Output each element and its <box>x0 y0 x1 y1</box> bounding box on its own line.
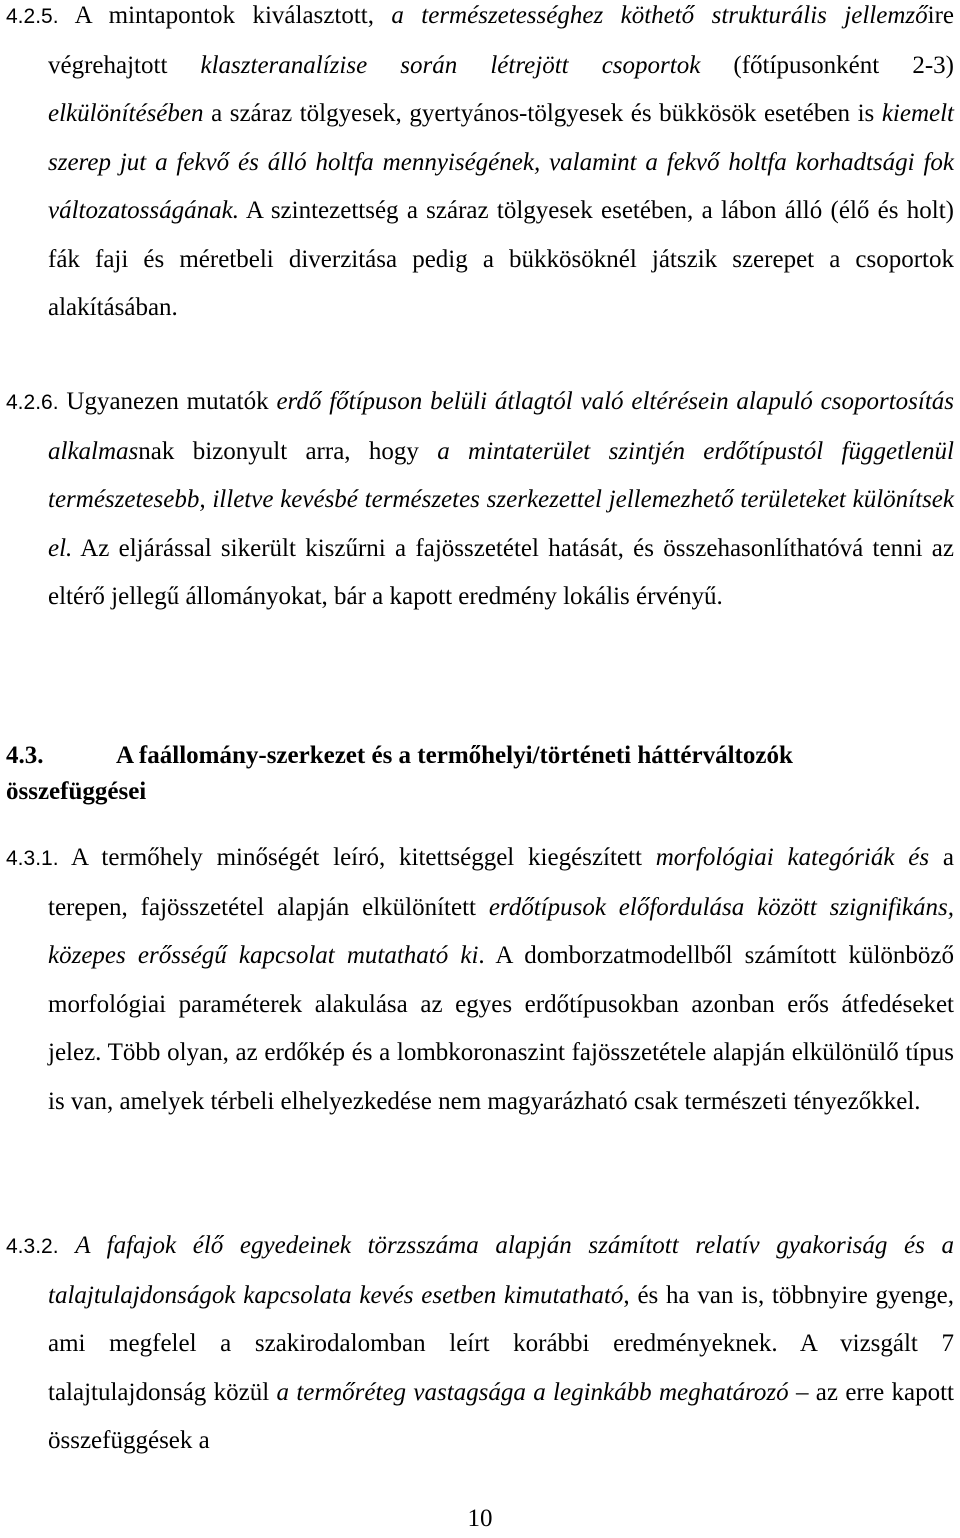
text-run-italic: a mintaterület szintjén erdőtípustól függetlenül természetesebb, illetve kevésbé természetes szerkezettel jellemezhető területeket különítsek el. <box>48 437 955 562</box>
paragraph-4-3-1 <box>6 834 954 1126</box>
text-run: A szintezettség a száraz tölgyesek esetében, a lábon álló (élő és holt) fák faji és méretbeli diverzitása pedig a bükkösöknél játszik szerepet a csoportok alakításában. <box>48 197 954 321</box>
text-run-italic: klaszteranalízise során létrejött csoportok <box>200 51 701 79</box>
section-number: 4.2.6. <box>6 391 59 414</box>
page-number: 10 <box>467 1505 493 1532</box>
section-heading-4-3 <box>6 738 820 810</box>
text-run: Ugyanezen mutatók <box>58 388 277 415</box>
text-run-italic: morfológiai kategóriák és <box>655 844 930 871</box>
text-run-italic: a természetességhez köthető strukturális jellemző <box>391 2 928 29</box>
text-run: , és ha van is, többnyire gyenge, ami megfelel a szakirodalomban leírt korábbi eredményeknek. A vizsgált 7 talajtulajdonság közül <box>48 1281 955 1406</box>
text-run: a terepen, fajösszetétel alapján elkülönített <box>48 844 954 921</box>
text-run-italic: elkülönítésében <box>48 100 204 127</box>
section-number: 4.3.2. <box>6 1235 59 1258</box>
section-number: 4.3.1. <box>6 847 59 870</box>
text-run: A mintapontok kiválasztott, <box>58 2 392 29</box>
text-run: A termőhely minőségét leíró, kitettséggel kiegészített <box>58 844 656 871</box>
text-run-italic: kiemelt szerep jut a fekvő és álló holtfa mennyiségének, valamint a fekvő holtfa korhadtsági fok változatosságának. <box>48 100 954 224</box>
text-run: nak bizonyult arra, hogy <box>138 437 438 465</box>
heading-title: A faállomány-szerkezet és a termőhelyi/történeti háttérváltozók összefüggései <box>6 742 793 805</box>
text-run-italic: A fafajok élő egyedeinek törzsszáma alapján számított relatív gyakoriság és a talajtulajdonságok kapcsolata kevés esetben kimutatható <box>48 1232 954 1309</box>
text-run: . A domborzatmodellből számított különböző morfológiai paraméterek alakulása az egyes erdőtípusokban azonban erős átfedéseket jelez. Több olyan, az erdőkép és a lombkoronaszint fajösszetétele alapján elkülönülő típus is van, amelyek térbeli elhelyezkedése nem magyarázható csak természeti tényezőkkel. <box>48 942 954 1115</box>
paragraph-4-2-6 <box>6 378 954 622</box>
text-run: (főtípusonként 2-3) <box>700 51 954 79</box>
paragraph-4-3-2 <box>6 1222 954 1466</box>
heading-number: 4.3. <box>6 742 44 769</box>
text-run-italic: erdő főtípuson belüli átlagtól való eltérésein alapuló csoportosítás alkalmas <box>48 388 954 465</box>
text-run: a száraz tölgyesek, gyertyános-tölgyesek és bükkösök esetében is <box>203 100 882 127</box>
text-run <box>59 1232 76 1259</box>
text-run-italic: erdőtípusok előfordulása között szignifikáns, közepes erősségű kapcsolat mutatható ki <box>48 893 954 969</box>
text-run: – az erre kapott összefüggések a <box>48 1378 954 1454</box>
text-run: Az eljárással sikerült kiszűrni a fajösszetétel hatását, és összehasonlíthatóvá tenni az eltérő jellegű állományokat, bár a kapott eredmény lokális érvényű. <box>48 534 954 610</box>
text-run: ire végrehajtott <box>48 2 954 79</box>
text-run-italic: a termőréteg vastagsága a leginkább meghatározó <box>276 1378 789 1406</box>
section-number: 4.2.5. <box>6 5 59 28</box>
paragraph-4-2-5 <box>6 0 954 333</box>
